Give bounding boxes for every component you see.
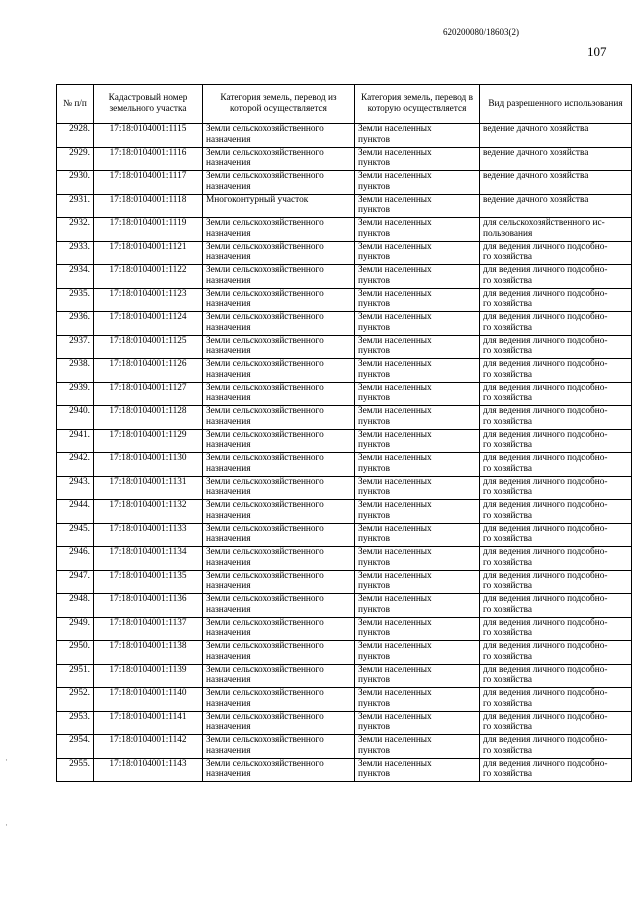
cell-use: для ведения личного подсобно- го хозяйства (480, 312, 632, 336)
table-row (57, 218, 632, 242)
cell-use: для ведения личного подсобно- го хозяйства (480, 664, 632, 688)
cell-category-from: Земли сельскохозяйственного назначения (203, 265, 355, 289)
table-row (57, 476, 632, 500)
cell-cadastral: 17:18:0104001:1122 (94, 265, 203, 289)
cell-category-from: Земли сельскохозяйственного назначения (203, 594, 355, 618)
cell-category-to: Земли населенных пунктов (355, 523, 480, 547)
cell-num: 2947. (57, 570, 94, 594)
cell-cadastral: 17:18:0104001:1142 (94, 735, 203, 759)
table-row (57, 147, 632, 171)
cell-num: 2953. (57, 711, 94, 735)
cell-cadastral: 17:18:0104001:1123 (94, 288, 203, 312)
cell-cadastral: 17:18:0104001:1116 (94, 147, 203, 171)
cell-num: 2948. (57, 594, 94, 618)
table-header-row (57, 85, 632, 124)
cell-category-from: Земли сельскохозяйственного назначения (203, 124, 355, 148)
cell-use: ведение дачного хозяйства (480, 124, 632, 148)
table-row (57, 171, 632, 195)
cell-category-from: Земли сельскохозяйственного назначения (203, 641, 355, 665)
table-row (57, 547, 632, 571)
cell-use: для сельскохозяйственного ис- пользования (480, 218, 632, 242)
cell-cadastral: 17:18:0104001:1131 (94, 476, 203, 500)
cell-num: 2950. (57, 641, 94, 665)
cell-use: для ведения личного подсобно- го хозяйства (480, 335, 632, 359)
cell-category-from: Земли сельскохозяйственного назначения (203, 147, 355, 171)
cell-use: для ведения личного подсобно- го хозяйства (480, 641, 632, 665)
table-row (57, 382, 632, 406)
cell-num: 2945. (57, 523, 94, 547)
table-row (57, 500, 632, 524)
table-row (57, 523, 632, 547)
cell-category-from: Земли сельскохозяйственного назначения (203, 523, 355, 547)
cell-cadastral: 17:18:0104001:1125 (94, 335, 203, 359)
table-row (57, 453, 632, 477)
table-row (57, 664, 632, 688)
cell-category-from: Земли сельскохозяйственного назначения (203, 758, 355, 782)
cell-cadastral: 17:18:0104001:1129 (94, 429, 203, 453)
table-row (57, 735, 632, 759)
cell-category-to: Земли населенных пунктов (355, 594, 480, 618)
cell-num: 2951. (57, 664, 94, 688)
header-category-to: Категория земель, перевод в которую осуществляется (355, 85, 480, 124)
cell-category-to: Земли населенных пунктов (355, 453, 480, 477)
cell-category-to: Земли населенных пунктов (355, 617, 480, 641)
cell-cadastral: 17:18:0104001:1121 (94, 241, 203, 265)
cell-category-from: Земли сельскохозяйственного назначения (203, 664, 355, 688)
cell-use: для ведения личного подсобно- го хозяйства (480, 406, 632, 430)
cell-use: для ведения личного подсобно- го хозяйства (480, 570, 632, 594)
cell-category-from: Многоконтурный участок (203, 194, 355, 218)
cell-num: 2938. (57, 359, 94, 383)
cell-cadastral: 17:18:0104001:1133 (94, 523, 203, 547)
cell-category-from: Земли сельскохозяйственного назначения (203, 500, 355, 524)
cell-num: 2946. (57, 547, 94, 571)
cell-num: 2928. (57, 124, 94, 148)
header-use: Вид разрешенного использования (480, 85, 632, 124)
cell-use: ведение дачного хозяйства (480, 171, 632, 195)
page-number: 107 (587, 44, 607, 59)
table-row (57, 265, 632, 289)
cell-category-to: Земли населенных пунктов (355, 382, 480, 406)
cell-num: 2939. (57, 382, 94, 406)
cell-use: для ведения личного подсобно- го хозяйства (480, 735, 632, 759)
cell-category-from: Земли сельскохозяйственного назначения (203, 406, 355, 430)
cell-cadastral: 17:18:0104001:1140 (94, 688, 203, 712)
cell-cadastral: 17:18:0104001:1118 (94, 194, 203, 218)
cell-category-from: Земли сельскохозяйственного назначения (203, 547, 355, 571)
cell-use: для ведения личного подсобно- го хозяйства (480, 688, 632, 712)
cell-num: 2944. (57, 500, 94, 524)
table-row (57, 429, 632, 453)
table-row (57, 241, 632, 265)
cell-num: 2949. (57, 617, 94, 641)
cell-category-to: Земли населенных пунктов (355, 758, 480, 782)
cell-use: для ведения личного подсобно- го хозяйства (480, 429, 632, 453)
cell-cadastral: 17:18:0104001:1126 (94, 359, 203, 383)
cell-num: 2930. (57, 171, 94, 195)
cell-cadastral: 17:18:0104001:1119 (94, 218, 203, 242)
header-cadastral: Кадастровый номер земельного участка (94, 85, 203, 124)
cell-cadastral: 17:18:0104001:1127 (94, 382, 203, 406)
document-reference: 620200080/18603(2) (443, 27, 519, 37)
cell-category-to: Земли населенных пунктов (355, 664, 480, 688)
table-row (57, 688, 632, 712)
cell-category-to: Земли населенных пунктов (355, 147, 480, 171)
table-row (57, 194, 632, 218)
cell-category-to: Земли населенных пунктов (355, 194, 480, 218)
cell-num: 2929. (57, 147, 94, 171)
cell-use: для ведения личного подсобно- го хозяйства (480, 241, 632, 265)
cell-use: для ведения личного подсобно- го хозяйства (480, 265, 632, 289)
cell-cadastral: 17:18:0104001:1141 (94, 711, 203, 735)
cell-num: 2934. (57, 265, 94, 289)
cell-category-to: Земли населенных пунктов (355, 359, 480, 383)
table-row (57, 359, 632, 383)
cell-num: 2935. (57, 288, 94, 312)
cell-category-to: Земли населенных пунктов (355, 711, 480, 735)
cell-use: для ведения личного подсобно- го хозяйства (480, 453, 632, 477)
table-row (57, 570, 632, 594)
land-register-table (56, 84, 632, 782)
cell-num: 2936. (57, 312, 94, 336)
cell-category-to: Земли населенных пунктов (355, 476, 480, 500)
cell-category-to: Земли населенных пунктов (355, 171, 480, 195)
cell-cadastral: 17:18:0104001:1128 (94, 406, 203, 430)
cell-cadastral: 17:18:0104001:1136 (94, 594, 203, 618)
cell-category-from: Земли сельскохозяйственного назначения (203, 359, 355, 383)
cell-category-from: Земли сельскохозяйственного назначения (203, 476, 355, 500)
cell-category-from: Земли сельскохозяйственного назначения (203, 429, 355, 453)
cell-use: для ведения личного подсобно- го хозяйства (480, 617, 632, 641)
table-row (57, 641, 632, 665)
header-category-from: Категория земель, перевод из которой осуществляется (203, 85, 355, 124)
cell-cadastral: 17:18:0104001:1132 (94, 500, 203, 524)
cell-cadastral: 17:18:0104001:1138 (94, 641, 203, 665)
cell-use: для ведения личного подсобно- го хозяйства (480, 382, 632, 406)
cell-category-to: Земли населенных пунктов (355, 429, 480, 453)
cell-cadastral: 17:18:0104001:1117 (94, 171, 203, 195)
cell-category-to: Земли населенных пунктов (355, 500, 480, 524)
cell-num: 2941. (57, 429, 94, 453)
table-row (57, 335, 632, 359)
cell-category-to: Земли населенных пунктов (355, 312, 480, 336)
cell-category-from: Земли сельскохозяйственного назначения (203, 171, 355, 195)
table-row (57, 124, 632, 148)
header-num: № п/п (57, 85, 94, 124)
cell-cadastral: 17:18:0104001:1134 (94, 547, 203, 571)
cell-use: для ведения личного подсобно- го хозяйства (480, 359, 632, 383)
cell-cadastral: 17:18:0104001:1135 (94, 570, 203, 594)
table-row (57, 617, 632, 641)
cell-use: для ведения личного подсобно- го хозяйства (480, 500, 632, 524)
cell-num: 2954. (57, 735, 94, 759)
cell-category-to: Земли населенных пунктов (355, 288, 480, 312)
cell-category-to: Земли населенных пунктов (355, 218, 480, 242)
cell-category-from: Земли сельскохозяйственного назначения (203, 218, 355, 242)
cell-cadastral: 17:18:0104001:1143 (94, 758, 203, 782)
cell-category-to: Земли населенных пунктов (355, 406, 480, 430)
cell-category-from: Земли сельскохозяйственного назначения (203, 735, 355, 759)
cell-category-to: Земли населенных пунктов (355, 641, 480, 665)
cell-category-to: Земли населенных пунктов (355, 688, 480, 712)
cell-category-from: Земли сельскохозяйственного назначения (203, 711, 355, 735)
cell-num: 2931. (57, 194, 94, 218)
cell-use: для ведения личного подсобно- го хозяйства (480, 288, 632, 312)
cell-category-to: Земли населенных пунктов (355, 335, 480, 359)
cell-num: 2942. (57, 453, 94, 477)
cell-cadastral: 17:18:0104001:1139 (94, 664, 203, 688)
cell-category-to: Земли населенных пунктов (355, 241, 480, 265)
cell-category-from: Земли сельскохозяйственного назначения (203, 288, 355, 312)
cell-category-to: Земли населенных пунктов (355, 124, 480, 148)
cell-use: для ведения личного подсобно- го хозяйства (480, 476, 632, 500)
cell-category-from: Земли сельскохозяйственного назначения (203, 453, 355, 477)
cell-category-from: Земли сельскохозяйственного назначения (203, 570, 355, 594)
cell-num: 2937. (57, 335, 94, 359)
cell-category-from: Земли сельскохозяйственного назначения (203, 312, 355, 336)
cell-category-to: Земли населенных пунктов (355, 265, 480, 289)
cell-use: для ведения личного подсобно- го хозяйства (480, 711, 632, 735)
cell-num: 2943. (57, 476, 94, 500)
cell-num: 2940. (57, 406, 94, 430)
cell-num: 2955. (57, 758, 94, 782)
table-row (57, 288, 632, 312)
cell-use: ведение дачного хозяйства (480, 147, 632, 171)
cell-cadastral: 17:18:0104001:1137 (94, 617, 203, 641)
cell-category-from: Земли сельскохозяйственного назначения (203, 241, 355, 265)
cell-category-to: Земли населенных пунктов (355, 735, 480, 759)
margin-mark: · (5, 755, 8, 765)
table-row (57, 406, 632, 430)
cell-num: 2933. (57, 241, 94, 265)
table-row (57, 312, 632, 336)
cell-use: для ведения личного подсобно- го хозяйства (480, 547, 632, 571)
table-row (57, 711, 632, 735)
cell-num: 2932. (57, 218, 94, 242)
cell-category-from: Земли сельскохозяйственного назначения (203, 688, 355, 712)
cell-num: 2952. (57, 688, 94, 712)
cell-use: для ведения личного подсобно- го хозяйства (480, 594, 632, 618)
cell-category-from: Земли сельскохозяйственного назначения (203, 382, 355, 406)
cell-cadastral: 17:18:0104001:1115 (94, 124, 203, 148)
cell-cadastral: 17:18:0104001:1124 (94, 312, 203, 336)
cell-cadastral: 17:18:0104001:1130 (94, 453, 203, 477)
table-row (57, 758, 632, 782)
cell-use: для ведения личного подсобно- го хозяйства (480, 758, 632, 782)
margin-mark: · (5, 820, 8, 830)
cell-category-from: Земли сельскохозяйственного назначения (203, 335, 355, 359)
cell-category-to: Земли населенных пунктов (355, 547, 480, 571)
cell-use: для ведения личного подсобно- го хозяйства (480, 523, 632, 547)
cell-category-to: Земли населенных пунктов (355, 570, 480, 594)
cell-use: ведение дачного хозяйства (480, 194, 632, 218)
table-row (57, 594, 632, 618)
cell-category-from: Земли сельскохозяйственного назначения (203, 617, 355, 641)
